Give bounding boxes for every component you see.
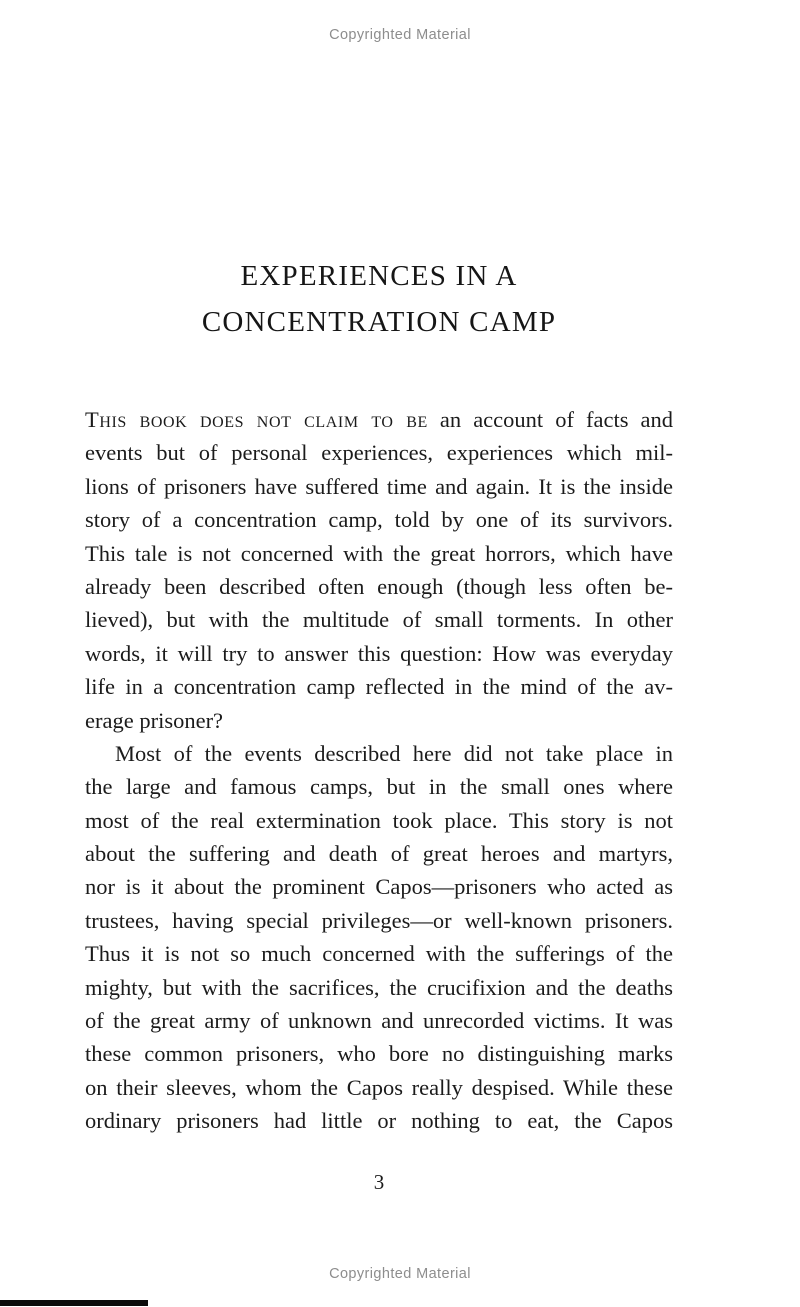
text-line: mighty, but with the sacrifices, the crucifixion and the deaths xyxy=(85,974,673,1000)
text-line: events but of personal experiences, experiences which mil- xyxy=(85,440,673,466)
copyright-notice-top: Copyrighted Material xyxy=(329,27,471,43)
text-line: trustees, having special privileges—or well-known prisoners. xyxy=(85,907,673,933)
text-line: erage prisoner? xyxy=(85,707,224,733)
chapter-title-line-2: CONCENTRATION CAMP xyxy=(201,306,557,338)
text-line: This tale is not concerned with the great horrors, which have xyxy=(85,540,673,566)
scan-artifact-bar xyxy=(0,1300,148,1306)
text-line: Most of the events described here did not take place in xyxy=(115,740,673,766)
text-line: of the great army of unknown and unrecorded victims. It was xyxy=(85,1008,673,1034)
text-line: about the suffering and death of great heroes and martyrs, xyxy=(85,841,673,867)
text-line: story of a concentration camp, told by one of its survivors. xyxy=(85,507,673,533)
text-line: most of the real extermination took place. This story is not xyxy=(85,807,673,833)
chapter-title xyxy=(85,253,673,345)
text-line: the large and famous camps, but in the small ones where xyxy=(85,774,673,800)
text-line: ordinary prisoners had little or nothing to eat, the Capos xyxy=(85,1108,673,1134)
text-line: life in a concentration camp reflected in the mind of the av- xyxy=(85,674,673,700)
text-line: these common prisoners, who bore no distinguishing marks xyxy=(85,1041,673,1067)
body-text xyxy=(85,403,673,1138)
text-line: lieved), but with the multitude of small torments. In other xyxy=(85,607,673,633)
copyright-notice-bottom: Copyrighted Material xyxy=(329,1266,471,1282)
text-line: This book does not claim to be an account of facts and xyxy=(85,407,673,432)
small-caps-lead: This book does not claim to be xyxy=(85,407,428,432)
text-line: words, it will try to answer this question: How was everyday xyxy=(85,640,673,666)
chapter-title-line-1: EXPERIENCES IN A xyxy=(240,260,518,292)
page-number: 3 xyxy=(373,1170,385,1194)
text-line: on their sleeves, whom the Capos really despised. While these xyxy=(85,1074,673,1100)
text-line: lions of prisoners have suffered time and again. It is the inside xyxy=(85,473,673,499)
text-line: Thus it is not so much concerned with the sufferings of the xyxy=(85,941,673,967)
text-line: nor is it about the prominent Capos—prisoners who acted as xyxy=(85,874,673,900)
text-line: already been described often enough (though less often be- xyxy=(85,573,673,599)
